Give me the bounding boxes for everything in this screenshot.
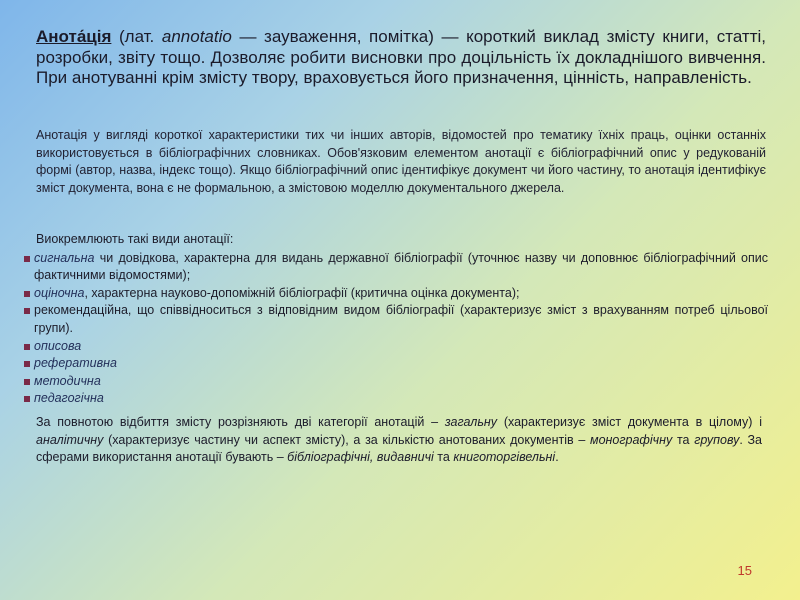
- list-item-evaluative: [22, 285, 768, 303]
- intro-lat-word: annotatio: [161, 27, 232, 46]
- closing-text: та: [672, 432, 695, 447]
- bibliographic-paragraph: Анотація у вигляді короткої характеристики тих чи інших авторів, відомостей про тематику їхніх праць, оцінки останніх використовується в бібліографічних словниках. Обов'язковим елементом анотації є бібліографічний опис у редукованій формі (автор, назва, індекс тощо). Якщо бібліографічний опис ідентифікує документ чи його частину, то анотація ідентифікує зміст документа, вона є не формальною, а змістовою моделлю документального джерела.: [36, 128, 766, 195]
- closing-term-booktrade: книготоргівельні: [453, 450, 556, 465]
- list-item-term: реферативна: [34, 356, 117, 371]
- list-item-recommendation: [22, 302, 768, 337]
- list-item-desc: чи довідкова, характерна для видань державної бібліографії (уточнює назву чи доповнює бібліографічний опис фактичними відомостями);: [34, 250, 768, 283]
- intro-rest: — зауваження, помітка) — короткий виклад змісту книги, статті, розробки, звіту тощо. Дозволяє робити висновки про доцільність їх докладнішого вивчення. При анотуванні крім змісту твору, враховується його призначення, цінність, направленість.: [36, 27, 766, 87]
- types-list: [22, 250, 768, 408]
- list-item-pedagogical: [22, 390, 768, 408]
- term-annotation: Анота́ція: [36, 27, 112, 46]
- closing-text: .: [555, 450, 559, 465]
- closing-text: (характеризує частину чи аспект змісту), а за кількістю анотованих документів –: [103, 432, 591, 447]
- list-item-term: педагогічна: [34, 391, 104, 406]
- closing-term-monographic: монографічну: [590, 432, 673, 447]
- annotation-types: [22, 231, 768, 408]
- closing-term-analytical: аналітичну: [36, 432, 104, 447]
- list-item-abstract: [22, 355, 768, 373]
- intro-lat-prefix: (лат.: [111, 27, 162, 46]
- closing-text: та: [433, 450, 454, 465]
- list-item-term: описова: [34, 338, 82, 353]
- list-item-term: сигнальна: [34, 250, 95, 265]
- closing-term-group: групову: [694, 432, 740, 447]
- list-item-term: методична: [34, 373, 101, 388]
- list-item-term: оціночна: [34, 285, 85, 300]
- closing-term-general: загальну: [444, 415, 498, 429]
- closing-paragraph: [36, 414, 762, 467]
- intro-paragraph: [36, 27, 766, 89]
- page-number: 15: [737, 563, 752, 578]
- closing-text: За повнотою відбиття змісту розрізняють дві категорії анотацій –: [36, 415, 445, 429]
- list-item-methodical: [22, 373, 768, 391]
- list-item-desc: , характерна науково-допоміжній бібліографії (критична оцінка документа);: [84, 285, 520, 300]
- closing-term-bibliographic: бібліографічні, видавничі: [287, 450, 434, 465]
- types-heading: Виокремлюють такі види анотації:: [36, 232, 234, 246]
- closing-text: (характеризує зміст документа в цілому) і: [497, 415, 762, 429]
- list-item-signal: [22, 250, 768, 285]
- closing-text: . За сферами використання анотації бувають –: [36, 432, 763, 465]
- list-item-desc: рекомендаційна, що співвідноситься з відповідним видом бібліографії (характеризує зміст з врахуванням потреб цільової групи).: [34, 303, 768, 335]
- list-item-descriptive: [22, 338, 768, 356]
